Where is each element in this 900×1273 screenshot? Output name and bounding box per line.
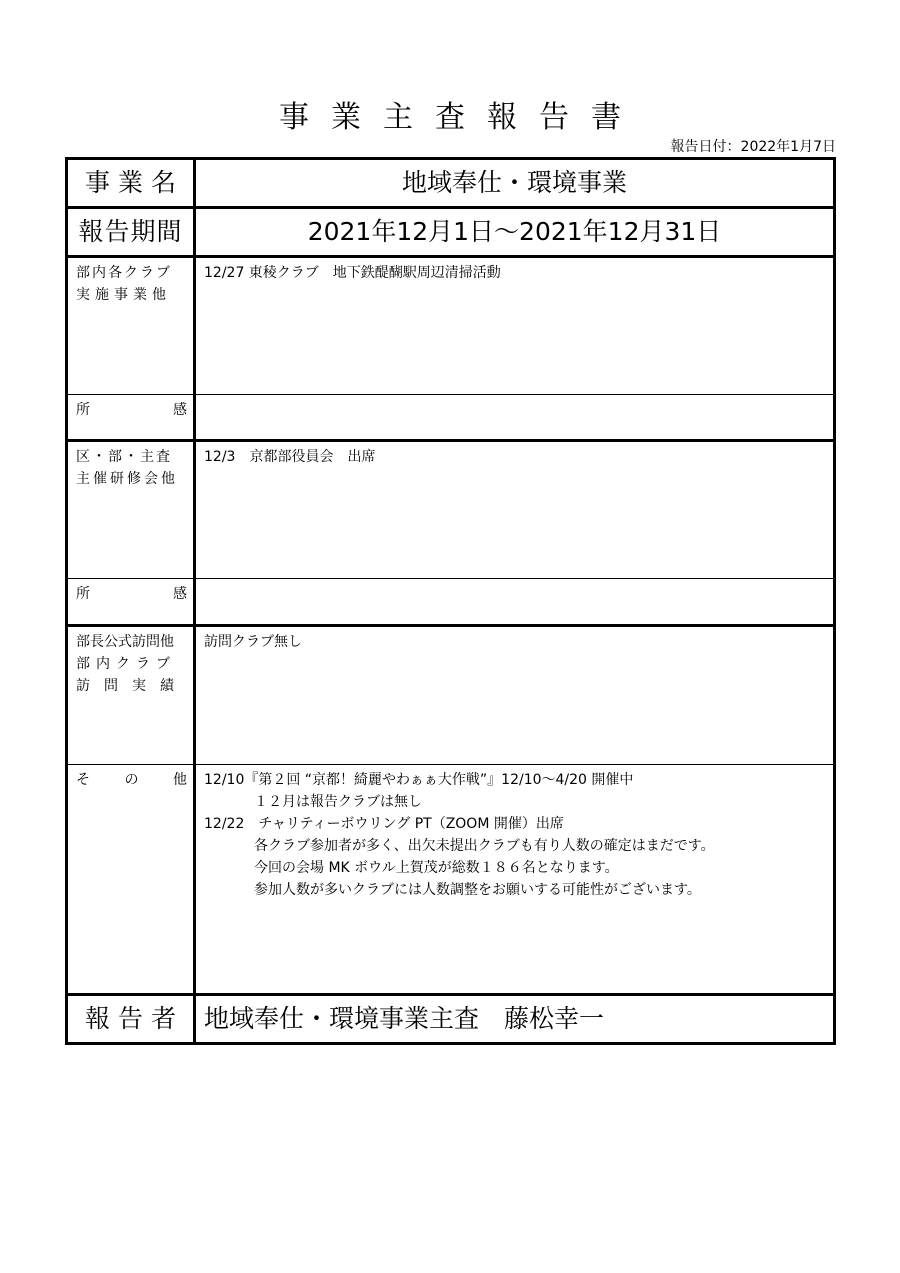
- row-impression-2: [67, 579, 835, 626]
- other-label: [67, 765, 195, 995]
- impression-2-label-b: 感: [173, 586, 187, 602]
- district-meetings-label-line2: 主催研修会他: [76, 471, 178, 487]
- project-label: 事業名: [67, 159, 195, 208]
- reporter-label: 報告者: [67, 995, 195, 1044]
- club-activities-label-line2: 実施事業他: [76, 287, 171, 303]
- impression-1-value: [195, 395, 835, 441]
- official-visits-label: [67, 626, 195, 765]
- reporter-value: 地域奉仕・環境事業主査 藤松幸一: [195, 995, 835, 1044]
- impression-2-label-a: 所: [76, 586, 90, 602]
- club-activities-value: 12/27 東稜クラブ 地下鉄醍醐駅周辺清掃活動: [195, 257, 835, 395]
- club-activities-label: [67, 257, 195, 395]
- impression-1-label-b: 感: [173, 402, 187, 418]
- other-line-1: 12/10『第２回 “京都！綺麗やわぁぁ大作戦”』12/10～4/20 開催中: [204, 772, 634, 788]
- other-label-a: そ: [76, 772, 90, 788]
- report-table: [65, 157, 836, 1045]
- official-visits-label-line1: 部長公式訪問他: [76, 634, 174, 650]
- official-visits-value: 訪問クラブ無し: [195, 626, 835, 765]
- other-line-2: １２月は報告クラブは無し: [254, 794, 422, 810]
- impression-2-value: [195, 579, 835, 626]
- district-meetings-label: [67, 441, 195, 579]
- row-period: [67, 208, 835, 257]
- official-visits-label-line3: 訪問実績: [76, 678, 188, 694]
- report-date: 報告日付：2022年1月7日: [670, 139, 836, 155]
- official-visits-label-line2: 部内クラブ: [76, 656, 176, 672]
- row-district-meetings: [67, 441, 835, 579]
- row-other: [67, 765, 835, 995]
- row-club-activities: [67, 257, 835, 395]
- row-project: [67, 159, 835, 208]
- impression-1-label: [67, 395, 195, 441]
- period-label: 報告期間: [67, 208, 195, 257]
- other-line-4: 各クラブ参加者が多く、出欠未提出クラブも有り人数の確定はまだです。: [254, 838, 715, 854]
- other-value: [195, 765, 835, 995]
- project-value: 地域奉仕・環境事業: [195, 159, 835, 208]
- other-label-c: 他: [173, 772, 187, 788]
- impression-2-label: [67, 579, 195, 626]
- district-meetings-value: 12/3 京都部役員会 出席: [195, 441, 835, 579]
- row-impression-1: [67, 395, 835, 441]
- row-reporter: [67, 995, 835, 1044]
- row-official-visits: [67, 626, 835, 765]
- club-activities-label-line1: 部内各クラブ: [76, 265, 172, 281]
- impression-1-label-a: 所: [76, 402, 90, 418]
- district-meetings-label-line1: 区・部・主査: [76, 449, 172, 465]
- other-label-b: の: [124, 772, 139, 788]
- other-line-5: 今回の会場 MK ボウル上賀茂が総数１８６名となります。: [254, 860, 619, 876]
- other-line-6: 参加人数が多いクラブには人数調整をお願いする可能性がございます。: [254, 882, 701, 898]
- other-line-3: 12/22 チャリティーボウリング PT（ZOOM 開催）出席: [204, 816, 564, 832]
- period-value: 2021年12月1日～2021年12月31日: [195, 208, 835, 257]
- document-title: 事業主査報告書: [279, 100, 643, 135]
